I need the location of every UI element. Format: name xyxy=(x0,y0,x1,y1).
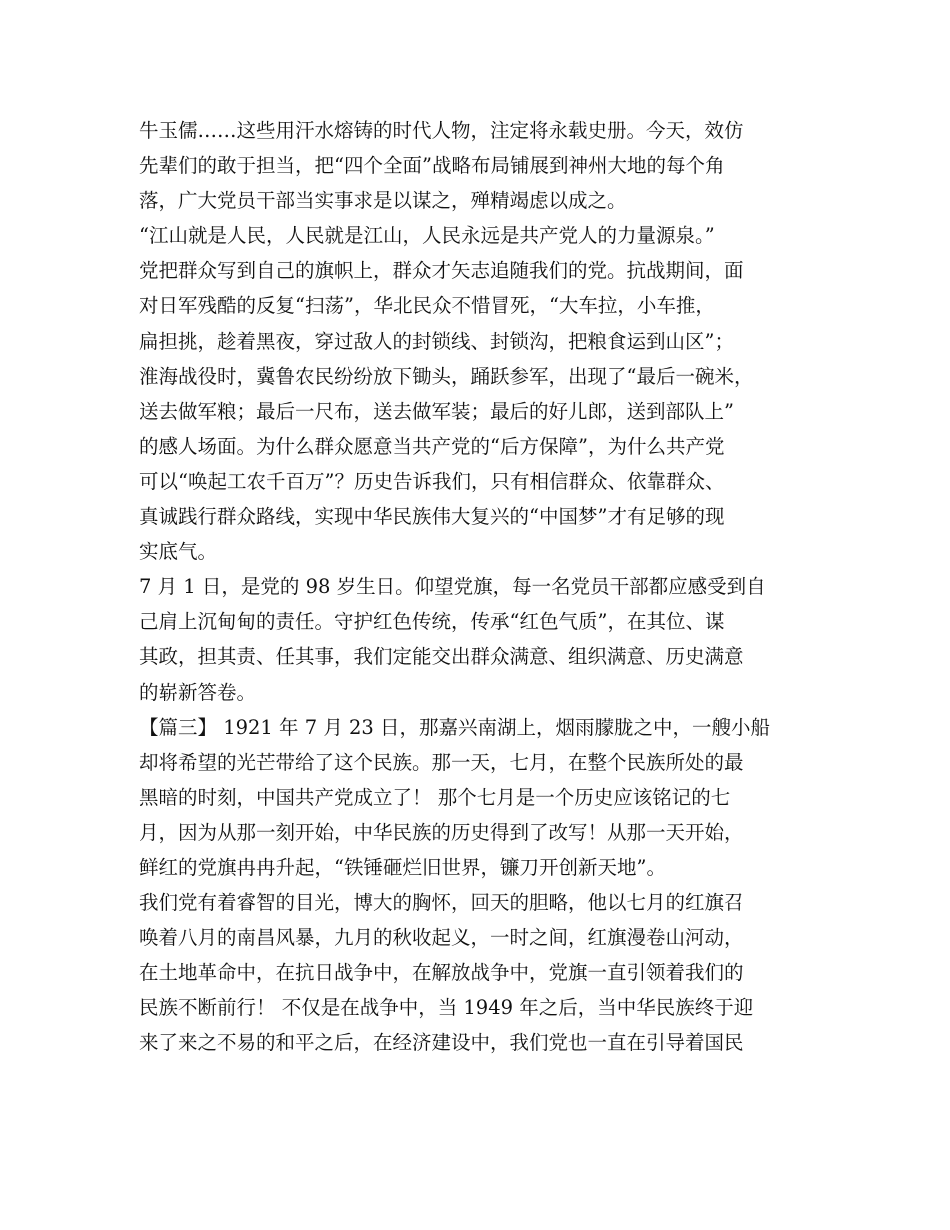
text-line: 来了来之不易的和平之后，在经济建设中，我们党也一直在引导着国民 xyxy=(139,1031,744,1055)
text-line: 实底气。 xyxy=(139,540,218,564)
text-line: 淮海战役时，冀鲁农民纷纷放下锄头，踊跃参军，出现了“最后一碗米， xyxy=(139,364,754,388)
text-line: 我们党有着睿智的目光，博大的胸怀，回天的胆略，他以七月的红旗召 xyxy=(139,891,744,915)
text-line: 鲜红的党旗冉冉升起，“铁锤砸烂旧世界，镰刀开创新天地”。 xyxy=(139,855,666,879)
text-line: 落，广大党员干部当实事求是以谋之，殚精竭虑以成之。 xyxy=(139,189,627,213)
text-line: 先辈们的敢于担当，把“四个全面”战略布局铺展到神州大地的每个角 xyxy=(139,154,725,178)
text-line: 牛玉儒……这些用汗水熔铸的时代人物，注定将永载史册。今天，效仿 xyxy=(139,119,744,142)
text-line: “江山就是人民，人民就是江山，人民永远是共产党人的力量源泉。” xyxy=(139,224,715,248)
text-line: 送去做军粮；最后一尺布，送去做军装；最后的好儿郎，送到部队上” xyxy=(139,399,734,423)
text-line: 民族不断前行！ 不仅是在战争中，当 1949 年之后，当中华民族终于迎 xyxy=(139,996,754,1020)
text-line: 其政，担其责、任其事，我们定能交出群众满意、组织满意、历史满意 xyxy=(139,645,744,669)
text-line: 己肩上沉甸甸的责任。守护红色传统，传承“红色气质”，在其位、谋 xyxy=(139,610,725,634)
document-body xyxy=(139,113,819,1061)
text-line: 的崭新答卷。 xyxy=(139,680,257,704)
text-line: 唤着八月的南昌风暴，九月的秋收起义，一时之间，红旗漫卷山河动， xyxy=(139,926,744,950)
text-line: 党把群众写到自己的旗帜上，群众才矢志追随我们的党。抗战期间，面 xyxy=(139,259,744,283)
text-line: 黑暗的时刻，中国共产党成立了！ 那个七月是一个历史应该铭记的七 xyxy=(139,785,731,809)
text-line: 【篇三】 1921 年 7 月 23 日，那嘉兴南湖上，烟雨朦胧之中，一艘小船 xyxy=(139,715,771,739)
text-line: 的感人场面。为什么群众愿意当共产党的“后方保障”，为什么共产党 xyxy=(139,434,725,458)
text-line: 真诚践行群众路线，实现中华民族伟大复兴的“中国梦”才有足够的现 xyxy=(139,505,725,529)
text-line: 在土地革命中，在抗日战争中，在解放战争中，党旗一直引领着我们的 xyxy=(139,961,744,985)
text-line: 7 月 1 日，是党的 98 岁生日。仰望党旗，每一名党员干部都应感受到自 xyxy=(139,575,766,599)
text-line: 对日军残酷的反复“扫荡”，华北民众不惜冒死，“大车拉，小车推， xyxy=(139,294,715,318)
text-line: 扁担挑，趁着黑夜，穿过敌人的封锁线、封锁沟，把粮食运到山区”； xyxy=(139,329,734,353)
text-line: 月，因为从那一刻开始，中华民族的历史得到了改写！从那一天开始， xyxy=(139,820,744,844)
text-line: 却将希望的光芒带给了这个民族。那一天，七月，在整个民族所处的最 xyxy=(139,750,744,774)
text-line: 可以“唤起工农千百万”？历史告诉我们，只有相信群众、依靠群众、 xyxy=(139,469,725,493)
